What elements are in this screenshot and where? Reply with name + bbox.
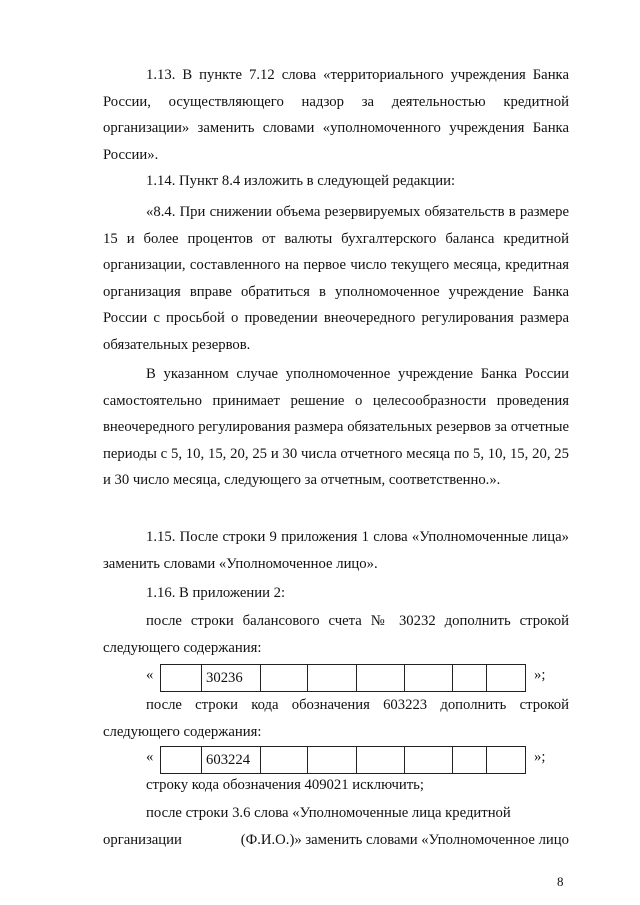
table-cell	[357, 665, 405, 691]
quote-open: «	[146, 667, 154, 683]
inserted-row-30236	[146, 664, 569, 690]
table-cell	[161, 747, 202, 773]
paragraph-case: В указанном случае уполномоченное учреждение Банка России самостоятельно принимает решение о целесообразности проведения внеочередного регулирования размера обязательных резервов за отчетные периоды с 5, 10, 15, 20, 25 и 30 числа отчетного месяца по 5, 10, 15, 20, 25 и 30 число месяца, следующего за отчетным, соответственно.».	[103, 366, 569, 488]
table-cell	[161, 665, 202, 691]
paragraph-last-line	[103, 827, 569, 854]
paragraph-1-16: 1.16. В приложении 2:	[146, 585, 286, 601]
last-line-organization: организации	[103, 832, 182, 848]
inserted-row-603224	[146, 746, 569, 772]
table-cell-code: 603224	[202, 747, 261, 773]
paragraph-after-30232: после строки балансового счета № 30232 дополнить строкой следующего содержания:	[103, 613, 569, 656]
paragraph-exclude: строку кода обозначения 409021 исключить;	[146, 777, 424, 793]
paragraph-8-4: «8.4. При снижении объема резервируемых обязательств в размере 15 и более процентов от валюты бухгалтерского баланса кредитной организации, составленного на первое число текущего месяца, кредитная организация вправе обратиться в уполномоченное учреждение Банка России с просьбой о проведении внеочередного регулирования размера обязательных резервов.	[103, 204, 569, 353]
table-cell	[308, 665, 357, 691]
page-number: 8	[557, 874, 564, 889]
table-cell	[261, 747, 308, 773]
row-cells	[160, 746, 526, 774]
table-cell	[405, 747, 453, 773]
paragraph-after-603223: после строки кода обозначения 603223 дополнить строкой следующего содержания:	[103, 697, 569, 740]
table-cell-code: 30236	[202, 665, 261, 691]
table-cell	[405, 665, 453, 691]
table-cell	[308, 747, 357, 773]
quote-close: »;	[534, 667, 546, 683]
paragraph-1-13: 1.13. В пункте 7.12 слова «территориального учреждения Банка России, осуществляющего надзор за деятельностью кредитной организации» заменить словами «уполномоченного учреждения Банка России».	[103, 67, 569, 163]
paragraph-after-3-6: после строки 3.6 слова «Уполномоченные лица кредитной	[146, 805, 511, 821]
quote-open: «	[146, 749, 154, 765]
paragraph-1-14: 1.14. Пункт 8.4 изложить в следующей редакции:	[146, 173, 456, 189]
table-cell	[487, 665, 526, 691]
table-cell	[357, 747, 405, 773]
quote-close: »;	[534, 749, 546, 765]
table-cell	[453, 747, 487, 773]
table-cell	[261, 665, 308, 691]
last-line-rest: (Ф.И.О.)» заменить словами «Уполномоченное лицо	[240, 832, 569, 848]
table-cell	[487, 747, 526, 773]
paragraph-1-15: 1.15. После строки 9 приложения 1 слова «Уполномоченные лица» заменить словами «Уполномоченное лицо».	[103, 529, 569, 572]
table-cell	[453, 665, 487, 691]
row-cells	[160, 664, 526, 692]
